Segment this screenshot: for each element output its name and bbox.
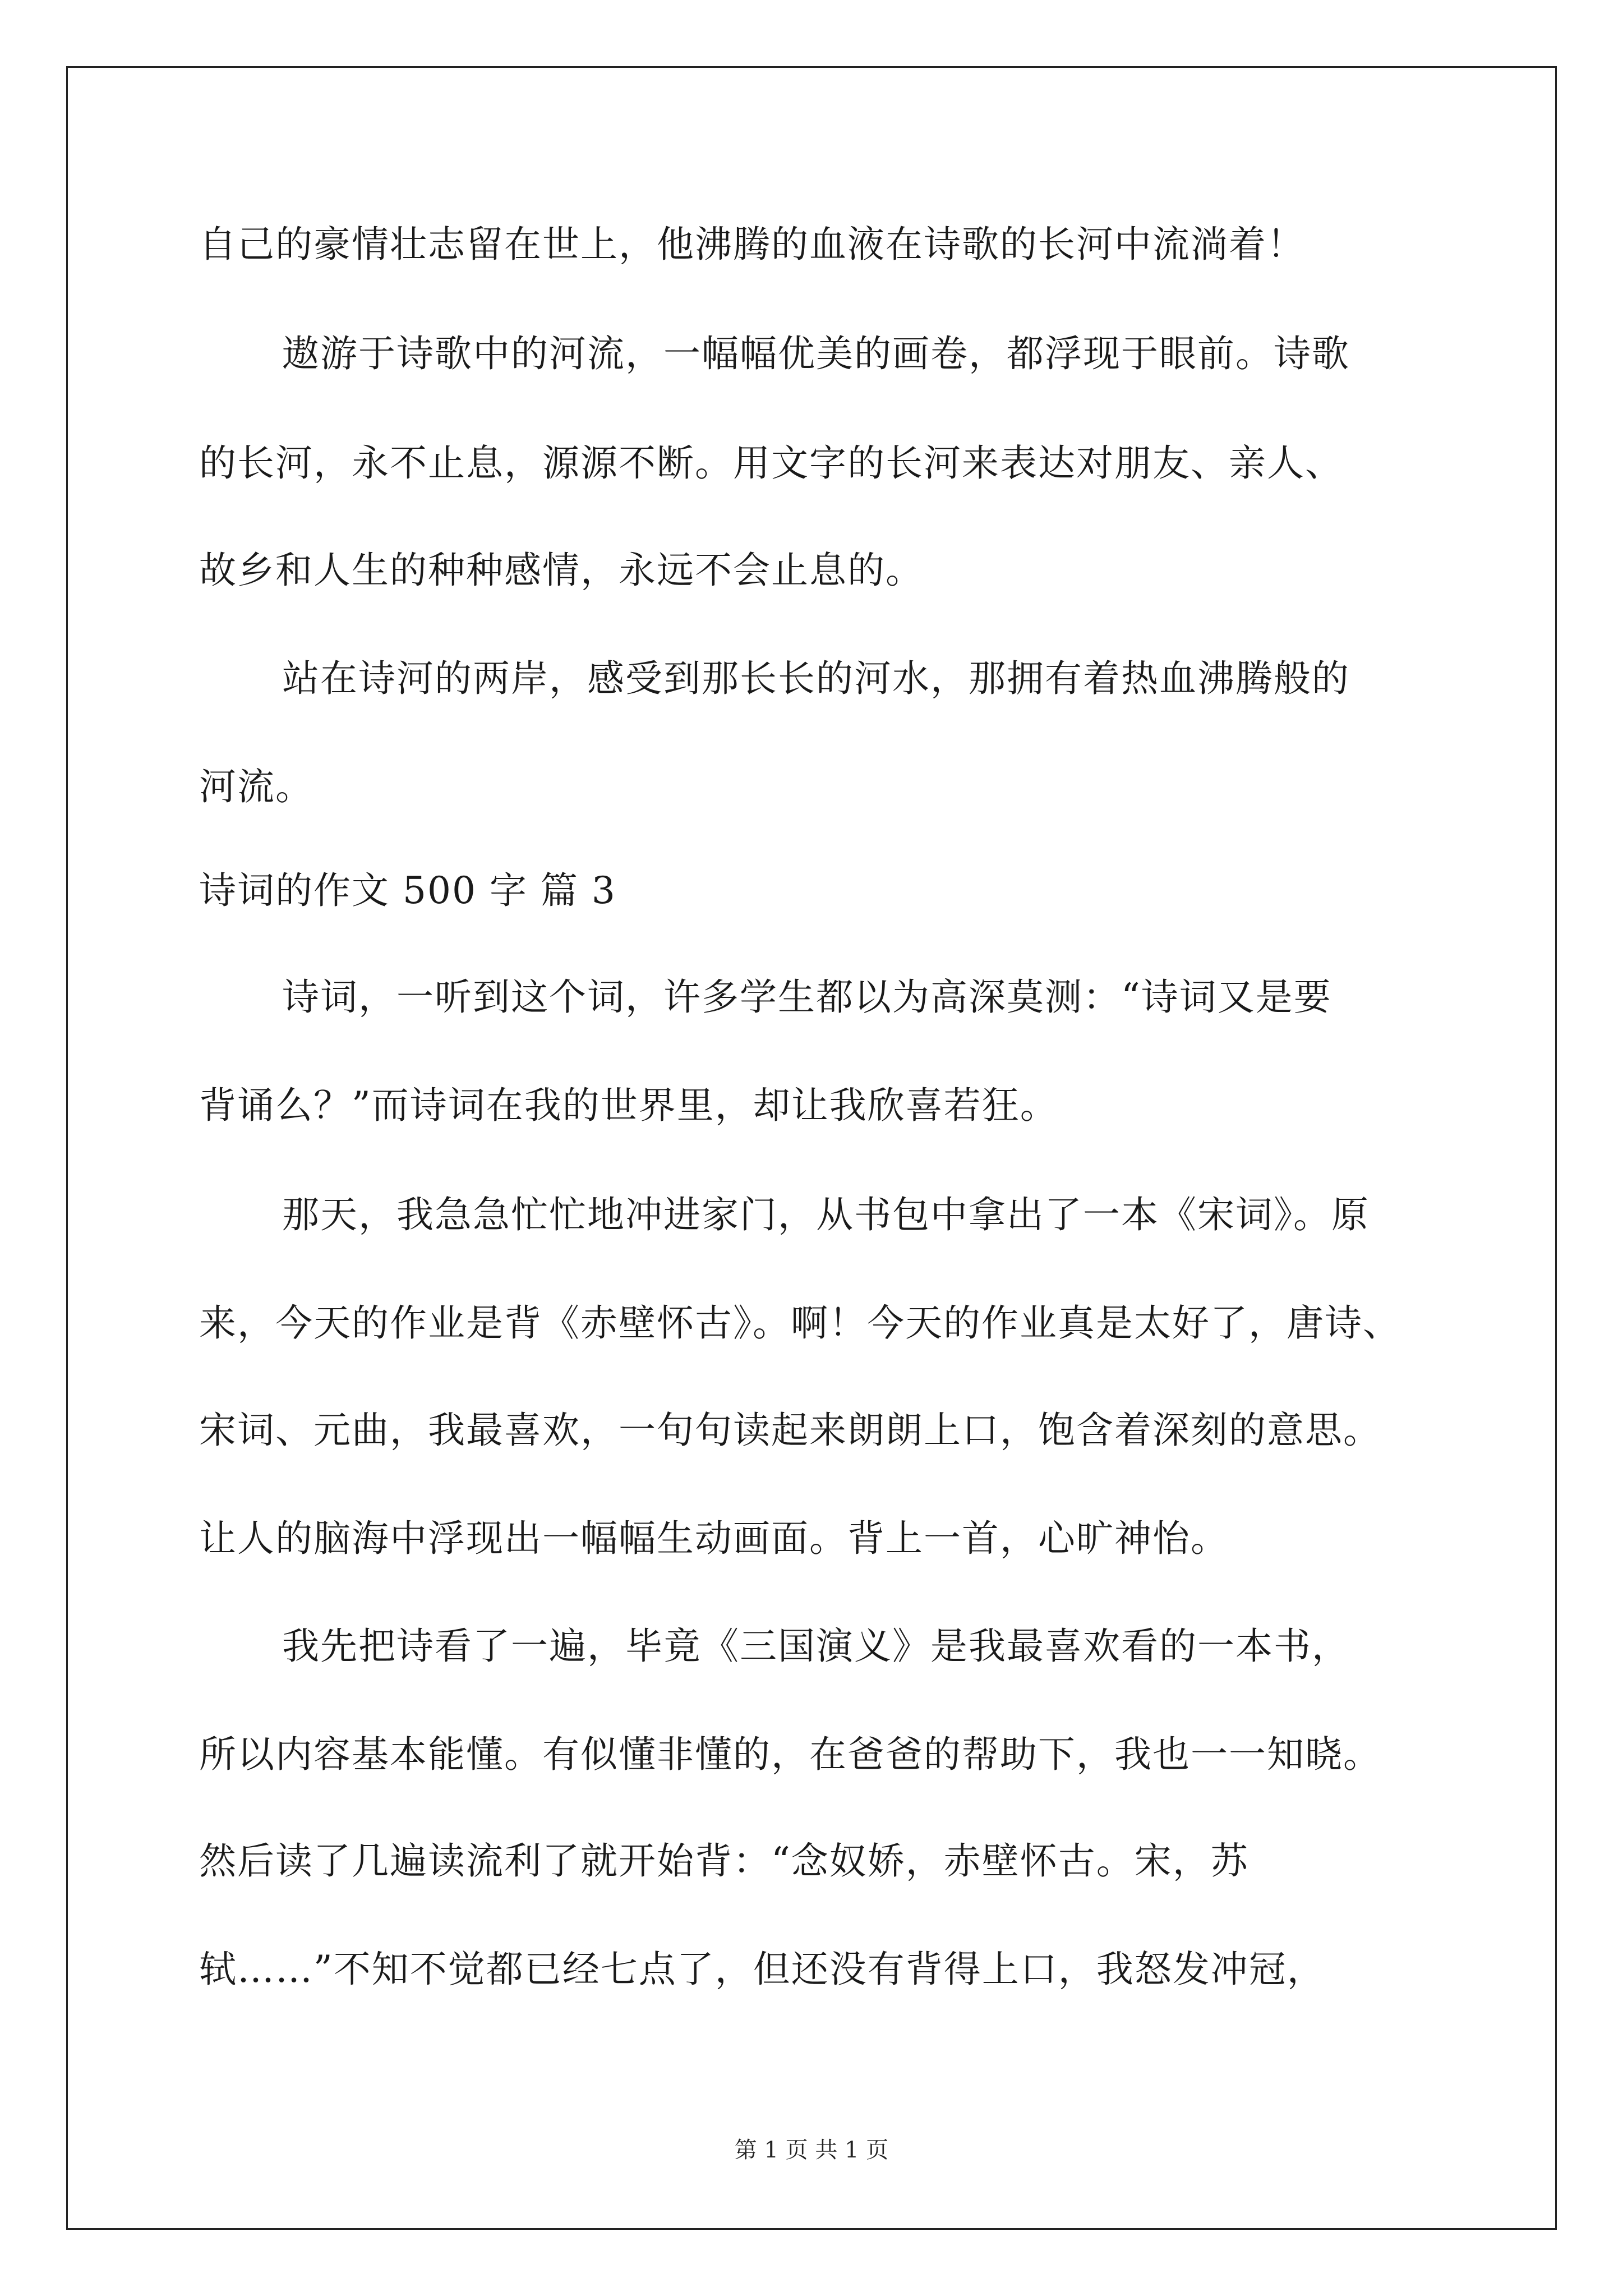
paragraph-line: 来，今天的作业是背《赤壁怀古》。啊！今天的作业真是太好了，唐诗、 — [199, 1301, 1401, 1345]
paragraph-line: 诗词，一听到这个词，许多学生都以为高深莫测：“诗词又是要 — [282, 976, 1332, 1019]
paragraph-line: 那天，我急急忙忙地冲进家门，从书包中拿出了一本《宋词》。原 — [282, 1193, 1370, 1236]
paragraph-line: 所以内容基本能懂。有似懂非懂的，在爸爸的帮助下，我也一一知晓。 — [199, 1733, 1381, 1776]
section-heading: 诗词的作文 500 字 篇 3 — [199, 869, 616, 912]
paragraph-line: 遨游于诗歌中的河流，一幅幅优美的画卷，都浮现于眼前。诗歌 — [282, 332, 1350, 375]
paragraph-line: 河流。 — [199, 765, 313, 808]
paragraph-line: 的长河，永不止息，源源不断。用文字的长河来表达对朋友、亲人、 — [199, 441, 1343, 485]
page-frame — [66, 66, 1557, 2230]
paragraph-line: 自己的豪情壮志留在世上，他沸腾的血液在诗歌的长河中流淌着！ — [199, 223, 1305, 266]
paragraph-line: 站在诗河的两岸，感受到那长长的河水，那拥有着热血沸腾般的 — [282, 657, 1350, 700]
paragraph-line: 背诵么？”而诗词在我的世界里，却让我欣喜若狂。 — [199, 1084, 1058, 1127]
paragraph-line: 轼……”不知不觉都已经七点了，但还没有背得上口，我怒发冲冠， — [199, 1948, 1325, 1991]
page-footer: 第 1 页 共 1 页 — [734, 2137, 889, 2163]
paragraph-line: 宋词、元曲，我最喜欢，一句句读起来朗朗上口，饱含着深刻的意思。 — [199, 1409, 1381, 1452]
paragraph-line: 故乡和人生的种种感情，永远不会止息的。 — [199, 549, 924, 592]
paragraph-line: 然后读了几遍读流利了就开始背：“念奴娇，赤壁怀古。宋，苏 — [199, 1839, 1249, 1883]
paragraph-line: 我先把诗看了一遍，毕竟《三国演义》是我最喜欢看的一本书， — [282, 1625, 1350, 1668]
paragraph-line: 让人的脑海中浮现出一幅幅生动画面。背上一首，心旷神怡。 — [199, 1517, 1229, 1560]
